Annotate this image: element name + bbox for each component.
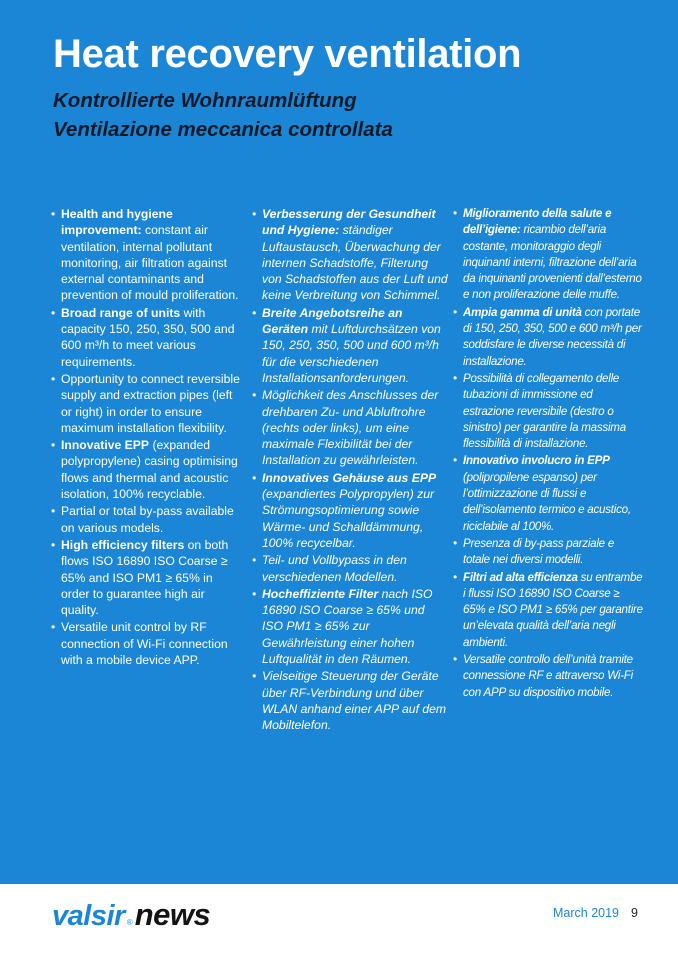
valsir-news-logo <box>52 897 210 933</box>
bullet-item: • Miglioramento della salute e dell’igiene: ricambio dell’aria costante, monitoraggio degli inquinanti interni, filtrazione dell’aria da inquinanti provenienti dall’esterno e non proliferazione delle muffe. <box>453 206 643 304</box>
bullet-item: • Vielseitige Steuerung der Geräte über RF-Verbindung und über WLAN anhand einer APP auf dem Mobiltelefon. <box>252 668 448 733</box>
bullet-item: • Presenza di by-pass parziale e totale nei diversi modelli. <box>453 536 643 569</box>
subtitle-german: Kontrollierte Wohnraumlüftung <box>53 89 357 112</box>
bullet-item: • Teil- und Vollbypass in den verschiedenen Modellen. <box>252 552 448 585</box>
bullet-item: • Innovativo involucro in EPP (polipropilene espanso) per l’ottimizzazione di flussi e dell’isolamento termico e acustico, riciclabile al 100%. <box>453 453 643 534</box>
column-italian <box>453 206 643 702</box>
subtitle-italian: Ventilazione meccanica controllata <box>53 118 393 141</box>
column-german <box>252 206 448 735</box>
bullet-item: • Versatile controllo dell’unità tramite connessione RF e attraverso Wi-Fi con APP su dispositivo mobile. <box>453 652 643 701</box>
bullet-item: • Versatile unit control by RF connection of Wi-Fi connection with a mobile device APP. <box>51 619 241 668</box>
bullet-item: • Hocheffiziente Filter nach ISO 16890 ISO Coarse ≥ 65% und ISO PM1 ≥ 65% zur Gewährleistung einer hohen Luftqualität in den Räumen. <box>252 586 448 667</box>
bullet-item: • Innovative EPP (expanded polypropylene) casing optimising flows and thermal and acoustic isolation, 100% recyclable. <box>51 437 241 502</box>
registered-mark: ® <box>126 918 133 927</box>
bullet-item: • Broad range of units with capacity 150, 250, 350, 500 and 600 m³/h to meet various requirements. <box>51 305 241 370</box>
bullet-item: • Health and hygiene improvement: constant air ventilation, internal pollutant monitoring, air filtration against external contaminants and prevention of mould proliferation. <box>51 206 241 304</box>
page-number: 9 <box>631 906 638 920</box>
bullet-item: • Partial or total by-pass available on various models. <box>51 503 241 536</box>
bullet-item: • Möglichkeit des Anschlusses der drehbaren Zu- und Abluftrohre (rechts oder links), um eine maximale Flexibilität bei der Installation zu gewährleisten. <box>252 387 448 468</box>
bullet-item: • Verbesserung der Gesundheit und Hygiene: ständiger Luftaustausch, Überwachung der internen Schadstoffe, Filterung von Schadstoffen aus der Luft und keine Verbreitung von Schimmel. <box>252 206 448 304</box>
logo-brand: valsir <box>52 900 125 932</box>
footer <box>0 884 678 959</box>
bullet-item: • High efficiency filters on both flows ISO 16890 ISO Coarse ≥ 65% and ISO PM1 ≥ 65% in order to guarantee high air quality. <box>51 537 241 618</box>
page-title: Heat recovery ventilation <box>53 32 522 76</box>
column-english <box>51 206 241 669</box>
bullet-item: • Innovatives Gehäuse aus EPP (expandiertes Polypropylen) zur Strömungsoptimierung sowie Wärme- und Schalldämmung, 100% recycelbar. <box>252 470 448 551</box>
bullet-item: • Possibilità di collegamento delle tubazioni di immissione ed estrazione reversibile (destro o sinistro) per garantire la massima flessibilità di installazione. <box>453 371 643 452</box>
bullet-item: • Filtri ad alta efficienza su entrambe i flussi ISO 16890 ISO Coarse ≥ 65% e ISO PM1 ≥ 65% per garantire un’elevata qualità dell’aria negli ambienti. <box>453 570 643 651</box>
issue-date: March 2019 <box>553 906 620 920</box>
bullet-item: • Ampia gamma di unità con portate di 150, 250, 350, 500 e 600 m³/h per soddisfare le diverse necessità di installazione. <box>453 305 643 370</box>
logo-news: news <box>134 897 211 932</box>
bullet-item: • Breite Angebotsreihe an Geräten mit Luftdurchsätzen von 150, 250, 350, 500 und 600 m³/h für die verschiedenen Installationsanforderungen. <box>252 305 448 386</box>
bullet-item: • Opportunity to connect reversible supply and extraction pipes (left or right) in order to ensure maximum installation flexibility. <box>51 371 241 436</box>
